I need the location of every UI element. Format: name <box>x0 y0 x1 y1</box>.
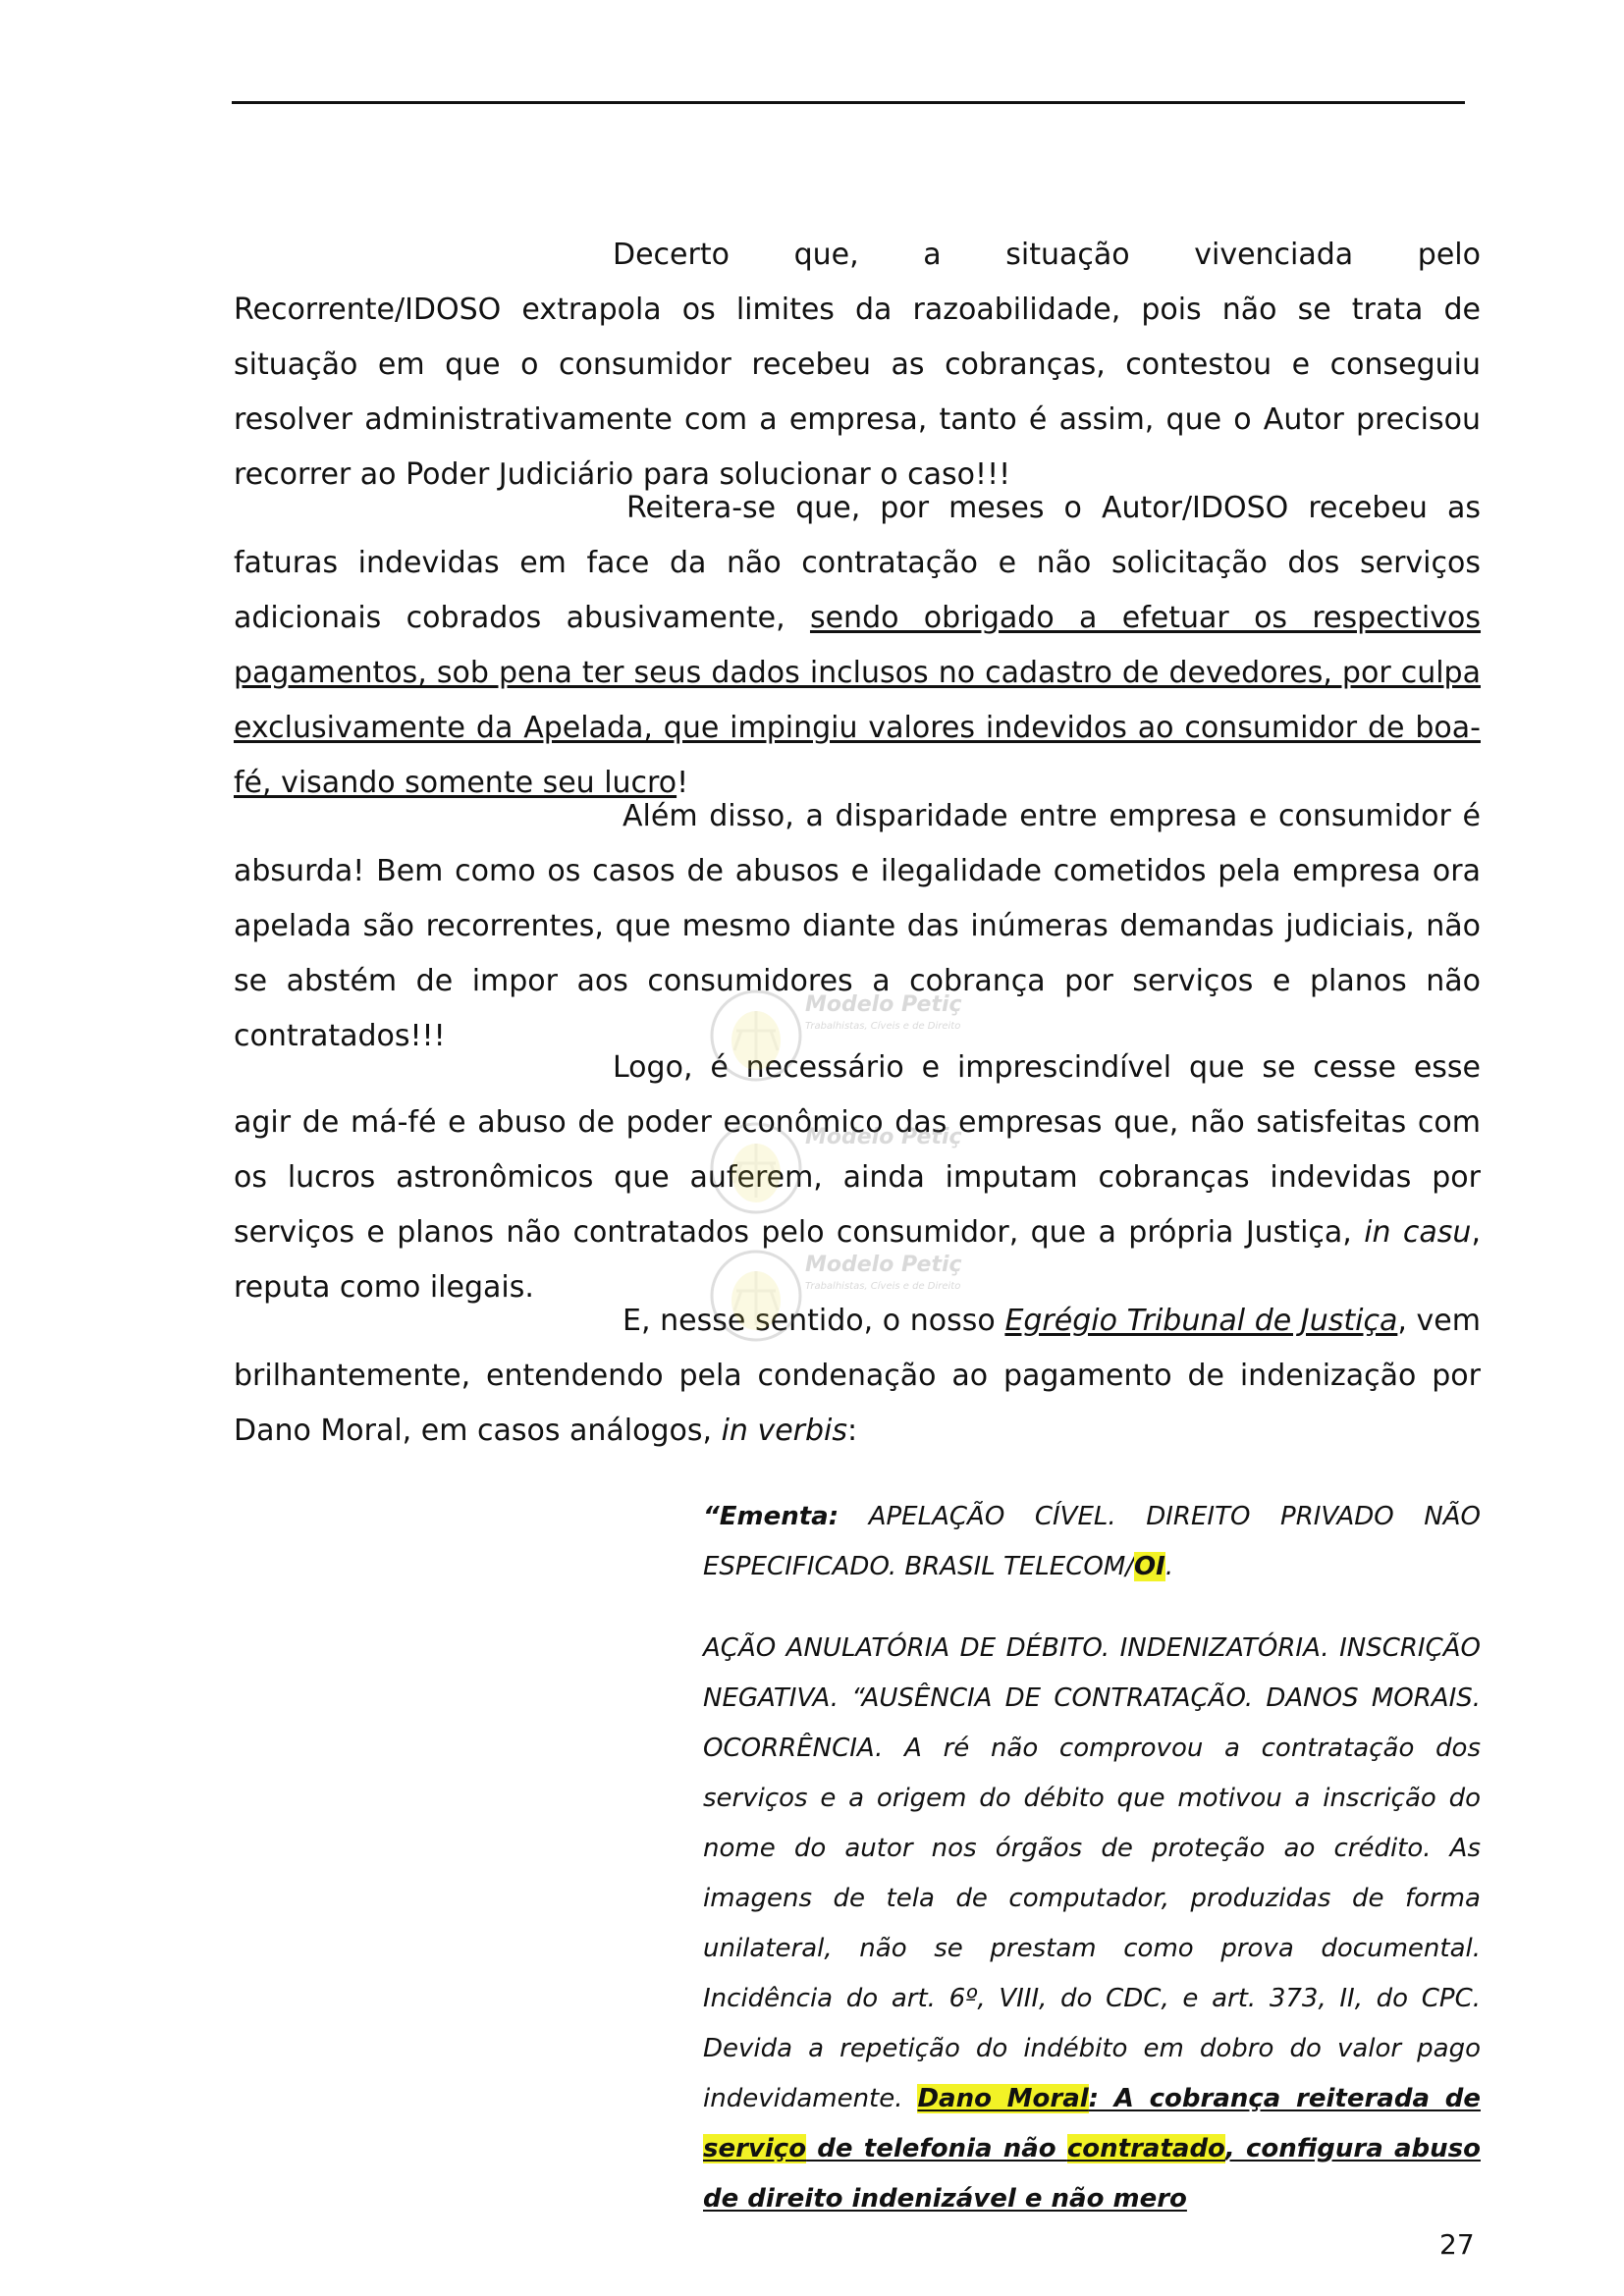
quote-heading-end: . <box>1164 1552 1174 1581</box>
paragraph-2-underlined: sendo obrigado a efetuar os respectivos pagamentos, sob pena ter seus dados inclusos no cadastro de devedores, por culpa exclusivamente da Apelada, que impingiu valores indevidos ao consumidor de boa-fé, visando somente seu lucro <box>234 601 1482 800</box>
paragraph-1-lead: Decerto que, a situação vivenciada pelo Recorrente/IDOSO <box>234 238 1481 327</box>
svg-text:Trabalhistas, Cíveis e de Dire: Trabalhistas, Cíveis e de Direito <box>805 1021 961 1032</box>
header-rule <box>232 101 1465 104</box>
paragraph-4-italic: in casu <box>1364 1215 1472 1250</box>
paragraph-3-lead: Além disso, a disparidade entre empresa e consumidor é <box>623 799 1481 833</box>
quote-highlight-contratado: contratado <box>1066 2134 1225 2163</box>
paragraph-5-lead-end: , vem <box>1397 1304 1481 1338</box>
paragraph-1-body: extrapola os limites da razoabilidade, pois não se trata de situação em que o consumidor recebeu as cobranças, contestou e conseguiu resolver administrativamente com a empresa, tanto é assim, que o Autor precisou recorrer ao Poder Judiciário para solucionar o caso!!! <box>234 293 1481 492</box>
paragraph-5-body: brilhantemente, entendendo pela condenação ao pagamento de indenização por Dano Moral, em casos análogos, <box>234 1359 1481 1448</box>
quote-bold-1: : A cobrança reiterada de <box>1088 2084 1481 2113</box>
quote-ementa <box>703 1492 1481 1592</box>
paragraph-2-end: ! <box>677 766 689 800</box>
svg-text:Modelo Petições: Modelo Petiç <box>805 992 962 1017</box>
quote-bold-3: , configura abuso de direito indenizável e não mero <box>703 2134 1481 2214</box>
paragraph-1 <box>234 228 1481 503</box>
paragraph-4-body: má-fé e abuso de poder econômico das empresas que, não satisfeitas com os lucros astronômicos que auferem, ainda imputam cobranças indevidas por serviços e planos não contratados pelo consumidor, que a própria Justiça, <box>234 1105 1482 1250</box>
svg-text:Modelo Petições: Modelo Petiç <box>805 1253 962 1277</box>
scales-of-justice-icon <box>687 972 962 1355</box>
quote-heading: APELAÇÃO CÍVEL. DIREITO PRIVADO NÃO ESPECIFICADO. BRASIL TELECOM/ <box>703 1502 1481 1581</box>
svg-text:Trabalhistas, Cíveis e de Dire: Trabalhistas, Cíveis e de Direito <box>805 1281 961 1292</box>
paragraph-2-lead: Reitera-se que, por meses o Autor/IDOSO recebeu as faturas <box>234 491 1481 580</box>
paragraph-4-lead: Logo, é necessário e imprescindível que se cesse esse agir de <box>234 1050 1481 1140</box>
quote-bold-2: de telefonia não <box>806 2134 1067 2163</box>
quote-body <box>703 1624 1481 2224</box>
svg-text:Modelo Petições: Modelo Petiç <box>805 1125 962 1149</box>
paragraph-2-body: indevidas em face da não contratação e não solicitação dos serviços adicionais cobrados abusivamente, <box>234 546 1481 635</box>
paragraph-5-lead: E, nesse sentido, o nosso <box>623 1304 1005 1338</box>
paragraph-4-end: , reputa como ilegais. <box>234 1215 1481 1305</box>
quote-text: AÇÃO ANULATÓRIA DE DÉBITO. INDENIZATÓRIA. INSCRIÇÃO NEGATIVA. “AUSÊNCIA DE CONTRATAÇÃO. DANOS MORAIS. OCORRÊNCIA. A ré não comprovou a contratação dos serviços e a origem do débito que motivou a inscrição do nome do autor nos órgãos de proteção ao crédito. As imagens de tela de computador, produzidas de forma unilateral, não se prestam como prova documental. Incidência do art. 6º, VIII, do CDC, e art. 373, II, do CPC. Devida a repetição do indébito em dobro do valor pago indevidamente. <box>703 1633 1481 2113</box>
page-number: 27 <box>1439 2228 1475 2261</box>
quote-highlight-dano-moral: Dano Moral <box>917 2084 1089 2113</box>
watermark-logo <box>687 972 962 1355</box>
paragraph-3-body: absurda! Bem como os casos de abusos e ilegalidade cometidos pela empresa ora apelada são recorrentes, que mesmo diante das inúmeras demandas judiciais, não se abstém de impor aos consumidores a cobrança por serviços e planos não contratados!!! <box>234 854 1481 1053</box>
paragraph-2 <box>234 481 1481 811</box>
quote-highlight-oi: OI <box>1134 1552 1165 1581</box>
paragraph-5-italic: in verbis <box>721 1414 848 1448</box>
court-name: Egrégio Tribunal de Justiça <box>1004 1304 1398 1338</box>
quote-label: “Ementa: <box>703 1502 839 1531</box>
paragraph-5-end: : <box>847 1414 858 1448</box>
quote-highlight-servico: serviço <box>703 2134 807 2163</box>
